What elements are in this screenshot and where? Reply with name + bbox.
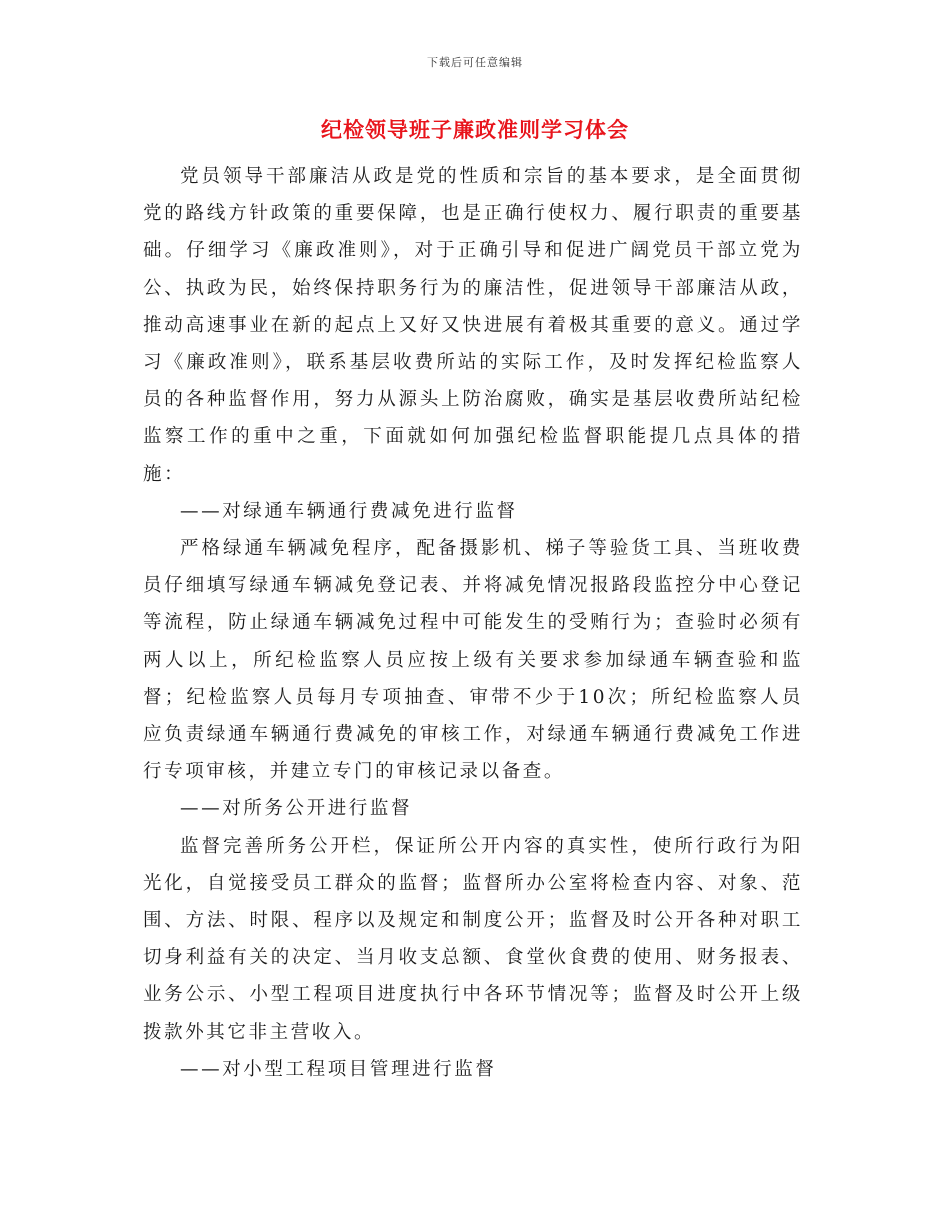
green-channel-paragraph: 严格绿通车辆减免程序，配备摄影机、梯子等验货工具、当班收费员仔细填写绿通车辆减免登记表、并将减免情况报路段监控分中心登记等流程，防止绿通车辆减免过程中可能发生的受贿行为；查验时必须有两人以上，所纪检监察人员应按上级有关要求参加绿通车辆查验和监督；纪检监察人员每月专项抽查、审带不少于10次；所纪检监察人员应负责绿通车辆通行费减免的审核工作，对绿通车辆通行费减免工作进行专项审核，并建立专门的审核记录以备查。 xyxy=(143,538,803,783)
affairs-disclosure-paragraph: 监督完善所务公开栏，保证所公开内容的真实性，使所行政行为阳光化，自觉接受员工群众的监督；监督所办公室将检查内容、对象、范围、方法、时限、程序以及规定和制度公开；监督及时公开各种对职工切身利益有关的决定、当月收支总额、食堂伙食费的使用、财务报表、业务公示、小型工程项目进度执行中各环节情况等；监督及时公开上级拨款外其它非主营收入。 xyxy=(143,835,803,1043)
section-heading-affairs-disclosure: ——对所务公开进行监督 xyxy=(180,798,413,820)
document-title: 纪检领导班子廉政准则学习体会 xyxy=(321,117,629,142)
section-heading-small-projects: ——对小型工程项目管理进行监督 xyxy=(180,1058,497,1080)
header-note: 下载后可任意编辑 xyxy=(427,56,523,69)
document-body xyxy=(143,158,803,1088)
intro-paragraph: 党员领导干部廉洁从政是党的性质和宗旨的基本要求，是全面贯彻党的路线方针政策的重要保障，也是正确行使权力、履行职责的重要基础。仔细学习《廉政准则》，对于正确引导和促进广阔党员干部立党为公、执政为民，始终保持职务行为的廉洁性，促进领导干部廉洁从政，推动高速事业在新的起点上又好又快进展有着极其重要的意义。通过学习《廉政准则》，联系基层收费所站的实际工作，及时发挥纪检监察人员的各种监督作用，努力从源头上防治腐败，确实是基层收费所站纪检监察工作的重中之重，下面就如何加强纪检监督职能提几点具体的措施： xyxy=(143,166,803,485)
section-heading-green-channel: ——对绿通车辆通行费减免进行监督 xyxy=(180,500,518,522)
